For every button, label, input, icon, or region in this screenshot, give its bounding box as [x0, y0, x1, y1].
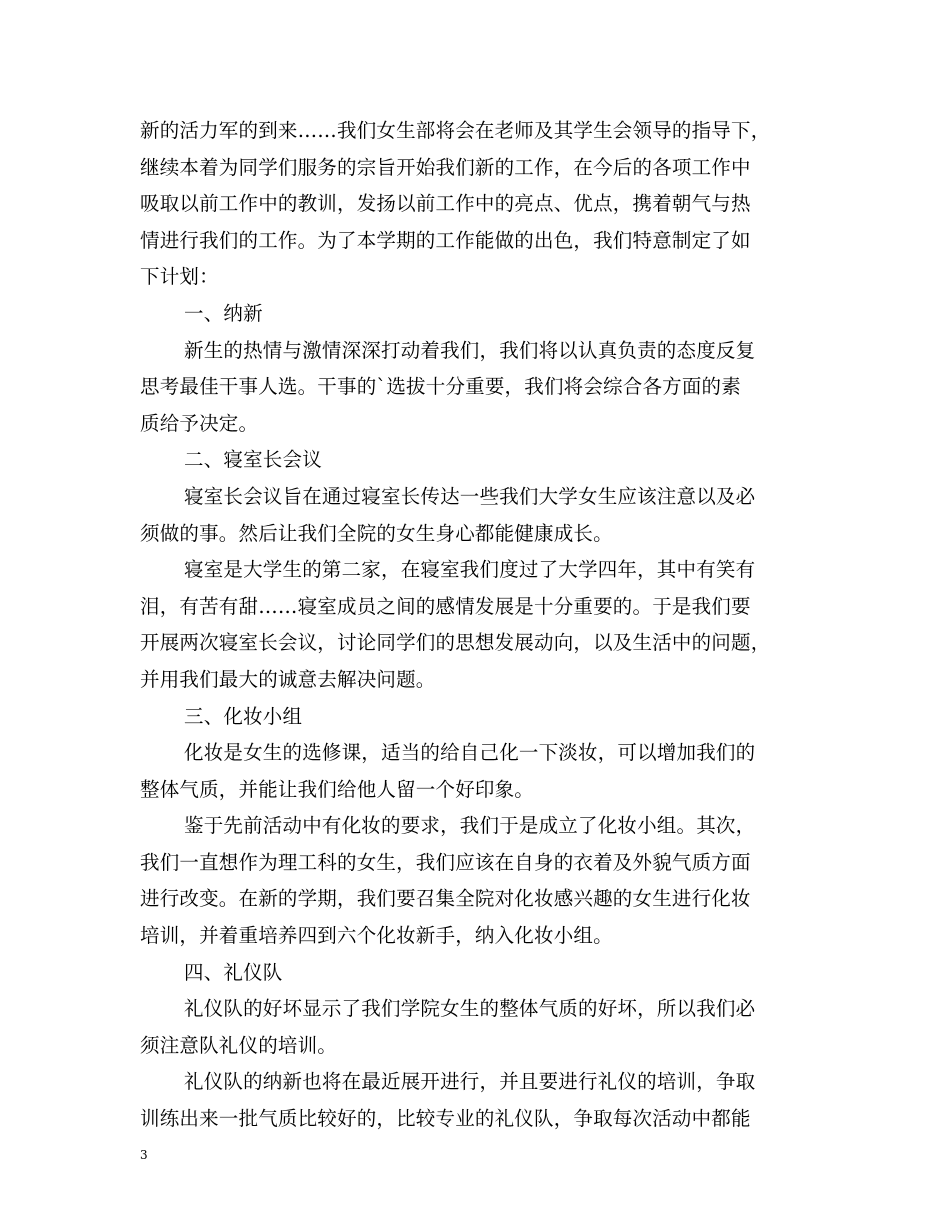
text-line: 四、礼仪队 — [184, 960, 283, 984]
text-line: 寝室是大学生的第二家，在寝室我们度过了大学四年，其中有笑有 — [184, 558, 756, 582]
text-line: 我们一直想作为理工科的女生，我们应该在自身的衣着及外貌气质方面 — [140, 850, 751, 874]
text-line: 化妆是女生的选修课，适当的给自己化一下淡妆，可以增加我们的 — [184, 741, 756, 765]
text-line: 质给予决定。 — [140, 411, 259, 435]
text-line: 新生的热情与激情深深打动着我们，我们将以认真负责的态度反复 — [184, 338, 756, 362]
text-line: 思考最佳干事人选。干事的`选拔十分重要，我们将会综合各方面的素 — [140, 375, 741, 399]
text-line: 泪，有苦有甜……寝室成员之间的感情发展是十分重要的。于是我们要 — [140, 594, 751, 618]
text-line: 礼仪队的纳新也将在最近展开进行，并且要进行礼仪的培训，争取 — [184, 1070, 756, 1094]
text-line: 继续本着为同学们服务的宗旨开始我们新的工作，在今后的各项工作中 — [140, 155, 751, 179]
text-line: 须做的事。然后让我们全院的女生身心都能健康成长。 — [140, 521, 613, 545]
text-line: 须注意队礼仪的培训。 — [140, 1033, 338, 1057]
text-line: 寝室长会议旨在通过寝室长传达一些我们大学女生应该注意以及必 — [184, 484, 756, 508]
text-line: 情进行我们的工作。为了本学期的工作能做的出色，我们特意制定了如 — [140, 228, 751, 252]
text-line: 鉴于先前活动中有化妆的要求，我们于是成立了化妆小组。其次， — [184, 814, 756, 838]
text-line: 新的活力军的到来……我们女生部将会在老师及其学生会领导的指导下， — [140, 119, 771, 142]
document-body — [140, 113, 816, 1138]
text-line: 整体气质，并能让我们给他人留一个好印象。 — [140, 777, 535, 801]
page-number: 3 — [140, 1148, 148, 1162]
text-line: 进行改变。在新的学期，我们要召集全院对化妆感兴趣的女生进行化妆 — [140, 887, 751, 911]
text-line: 下计划： — [140, 265, 219, 289]
text-line: 开展两次寝室长会议，讨论同学们的思想发展动向，以及生活中的问题， — [140, 631, 771, 655]
text-line: 二、寝室长会议 — [184, 448, 322, 472]
text-line: 三、化妆小组 — [184, 704, 303, 728]
text-line: 礼仪队的好坏显示了我们学院女生的整体气质的好坏，所以我们必 — [184, 997, 756, 1021]
text-line: 培训，并着重培养四到六个化妆新手，纳入化妆小组。 — [140, 924, 613, 948]
text-line: 一、纳新 — [184, 301, 263, 325]
text-line: 并用我们最大的诚意去解决问题。 — [140, 667, 436, 691]
text-line: 训练出来一批气质比较好的，比较专业的礼仪队，争取每次活动中都能 — [140, 1107, 751, 1131]
text-line: 吸取以前工作中的教训，发扬以前工作中的亮点、优点，携着朝气与热 — [140, 192, 751, 216]
